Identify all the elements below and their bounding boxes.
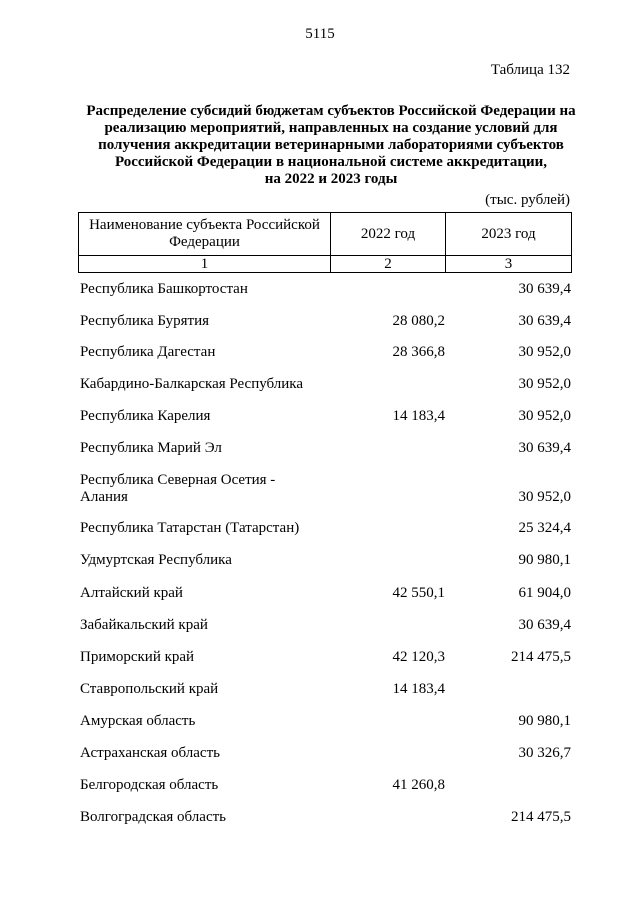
- region-name: Республика Татарстан (Татарстан): [80, 520, 300, 536]
- value-2022: 42 550,1: [392, 585, 445, 601]
- page-number: 5115: [305, 26, 335, 42]
- title-line: получения аккредитации ветеринарными лабораториями субъектов: [98, 137, 564, 153]
- column-number-1: 1: [79, 256, 331, 273]
- value-2022: 41 260,8: [392, 777, 445, 793]
- header-year-2023: 2023 год: [446, 213, 572, 256]
- value-2023: 30 639,4: [518, 617, 571, 633]
- document-title: [70, 103, 592, 188]
- table-number: Таблица 132: [490, 62, 570, 78]
- value-2023: 214 475,5: [511, 809, 571, 825]
- value-2023: 90 980,1: [518, 713, 571, 729]
- title-line: на 2022 и 2023 годы: [264, 171, 398, 187]
- region-name: Ставропольский край: [80, 681, 219, 697]
- region-name: Республика Марий Эл: [80, 440, 222, 456]
- value-2022: 28 366,8: [392, 344, 445, 360]
- value-2023: 25 324,4: [518, 520, 571, 536]
- value-2022: 14 183,4: [392, 408, 445, 424]
- column-number-2: 2: [331, 256, 446, 273]
- header-region-name: Наименование субъекта Российской Федерации: [79, 213, 331, 256]
- value-2023: 30 952,0: [518, 408, 571, 424]
- value-2022: 14 183,4: [392, 681, 445, 697]
- region-name: Забайкальский край: [80, 617, 208, 633]
- value-2022: 28 080,2: [392, 313, 445, 329]
- region-name: Республика Дагестан: [80, 344, 216, 360]
- value-2023: 30 639,4: [518, 281, 571, 297]
- region-name: Амурская область: [80, 713, 196, 729]
- region-name: Республика Бурятия: [80, 313, 210, 329]
- value-2023: 30 326,7: [518, 745, 571, 761]
- table-header: [78, 212, 572, 273]
- region-name: Республика Башкортостан: [80, 281, 248, 297]
- value-2023: 30 639,4: [518, 440, 571, 456]
- title-line: Распределение субсидий бюджетам субъектов Российской Федерации на: [86, 103, 576, 119]
- value-2023: 30 952,0: [518, 376, 571, 392]
- value-2023: 214 475,5: [511, 649, 571, 665]
- title-line: реализацию мероприятий, направленных на создание условий для: [104, 120, 558, 136]
- header-year-2022: 2022 год: [331, 213, 446, 256]
- value-2023: 30 952,0: [518, 489, 571, 505]
- value-2023: 30 952,0: [518, 344, 571, 360]
- column-number-3: 3: [446, 256, 572, 273]
- value-2023: 30 639,4: [518, 313, 571, 329]
- region-name: Приморский край: [80, 649, 195, 665]
- region-name: Республика Карелия: [80, 408, 211, 424]
- region-name: Удмуртская Республика: [80, 552, 232, 568]
- units-label: (тыс. рублей): [485, 192, 570, 208]
- region-name: Астраханская область: [80, 745, 220, 761]
- value-2023: 61 904,0: [518, 585, 571, 601]
- value-2023: 90 980,1: [518, 552, 571, 568]
- region-name: Волгоградская область: [80, 809, 226, 825]
- region-name: Алтайский край: [80, 585, 183, 601]
- title-line: Российской Федерации в национальной системе аккредитации,: [114, 154, 548, 170]
- region-name: Белгородская область: [80, 777, 219, 793]
- region-name: Республика Северная Осетия - Алания: [80, 472, 276, 505]
- region-name: Кабардино-Балкарская Республика: [80, 376, 304, 392]
- value-2022: 42 120,3: [392, 649, 445, 665]
